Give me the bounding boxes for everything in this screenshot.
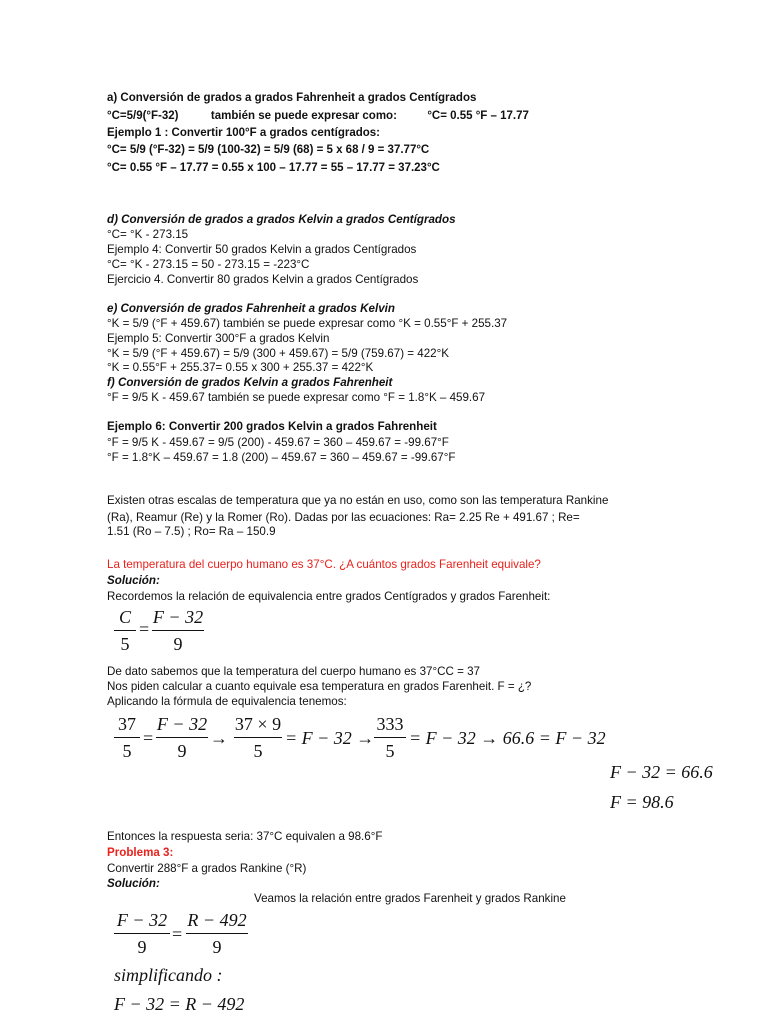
eq1-rhs-fraction [152, 607, 204, 654]
eq2-fraction-3-numerator: 37 × 9 [234, 714, 282, 734]
eq1-rhs-denominator: 9 [173, 634, 183, 654]
problem-3-relation: Veamos la relación entre grados Farenheit y grados Rankine [254, 892, 566, 905]
problem-body-temp-solution-label: Solución: [107, 574, 160, 587]
fraction-bar [234, 737, 282, 738]
problem-body-temp-ask-line: Nos piden calcular a cuanto equivale esa temperatura en grados Farenheit. F = ¿? [107, 680, 532, 693]
eq2-arrow-1: → [210, 728, 228, 748]
problem-3-simplify: simplificando : [114, 965, 223, 985]
problem-body-temp-recall: Recordemos la relación de equivalencia entre grados Centígrados y grados Farenheit: [107, 590, 551, 603]
eq1-rhs-numerator: F − 32 [152, 607, 204, 627]
section-e-line-4: °K = 0.55°F + 255.37= 0.55 x 300 + 255.37 = 422°K [107, 361, 374, 374]
fraction-bar [114, 630, 136, 631]
eq1-lhs-fraction [114, 607, 136, 654]
other-scales-line-1: Existen otras escalas de temperatura que ya no están en uso, como son las temperatura Rankine [107, 494, 609, 507]
section-d-title: d) Conversión de grados a grados Kelvin a grados Centígrados [107, 213, 456, 226]
section-f-line-3: °F = 1.8°K – 459.67 = 1.8 (200) – 459.67 = 360 – 459.67 = -99.67°F [107, 451, 456, 464]
section-f-title: f) Conversión de grados Kelvin a grados Fahrenheit [107, 376, 393, 389]
eq2-fraction-1 [114, 714, 140, 761]
eq3-result: F − 32 = 66.6 [610, 762, 713, 782]
problem-3-eq1-rhs-fraction [186, 910, 248, 957]
other-scales-line-3: 1.51 (Ro – 7.5) ; Ro= Ra – 150.9 [107, 525, 276, 538]
problem-3-eq1-rhs-numerator: R − 492 [187, 910, 247, 930]
eq2-equals: = [143, 728, 154, 748]
section-a-formula [107, 110, 529, 122]
fraction-bar [114, 933, 170, 934]
section-f-example-title: Ejemplo 6: Convertir 200 grados Kelvin a grados Fahrenheit [107, 420, 437, 433]
section-a-prefix: a) [107, 92, 118, 104]
problem-3-label: Problema 3: [107, 846, 174, 859]
section-d-line-4: Ejercicio 4. Convertir 80 grados Kelvin a grados Centígrados [107, 273, 419, 286]
section-d-line-1: °C= °K - 273.15 [107, 228, 189, 241]
section-a-title [107, 92, 476, 104]
section-a-example-title: Ejemplo 1 : Convertir 100°F a grados centígrados: [107, 127, 381, 139]
fraction-bar [374, 737, 406, 738]
problem-3-eq1-lhs-fraction [114, 910, 170, 957]
fraction-bar [152, 630, 204, 631]
eq1-lhs-denominator: 5 [120, 634, 130, 654]
section-a-formula-2: también se puede expresar como: [210, 110, 397, 122]
section-e-line-2: Ejemplo 5: Convertir 300°F a grados Kelvin [107, 332, 330, 345]
section-f-line-1: °F = 9/5 K - 459.67 también se puede expresar como °F = 1.8°K – 459.67 [107, 391, 486, 404]
problem-body-temp-data-line: De dato sabemos que la temperatura del cuerpo humano es 37°CC = 37 [107, 665, 480, 678]
section-e-line-1: °K = 5/9 (°F + 459.67) también se puede expresar como °K = 0.55°F + 255.37 [107, 317, 508, 330]
section-d-line-2: Ejemplo 4: Convertir 50 grados Kelvin a grados Centígrados [107, 243, 417, 256]
eq4-result: F = 98.6 [610, 792, 674, 812]
problem-3-eq1-lhs-denominator: 9 [137, 937, 147, 957]
problem-body-temp-apply-line: Aplicando la fórmula de equivalencia tenemos: [107, 695, 347, 708]
eq2-fraction-1-numerator: 37 [118, 714, 136, 734]
problem-3-statement: Convertir 288°F a grados Rankine (°R) [107, 862, 307, 875]
problem-3-eq1-equals: = [172, 924, 183, 944]
eq2-fraction-4-denominator: 5 [385, 741, 395, 761]
eq2-fraction-1-denominator: 5 [122, 741, 132, 761]
problem-3-eq1-lhs-numerator: F − 32 [116, 910, 168, 930]
section-f-line-2: °F = 9/5 K - 459.67 = 9/5 (200) - 459.67 = 360 – 459.67 = -99.67°F [107, 436, 449, 449]
other-scales-line-2: (Ra), Reamur (Re) y la Romer (Ro). Dadas por las ecuaciones: Ra= 2.25 Re + 491.67 ; Re= [107, 511, 580, 524]
problem-body-temp-answer: Entonces la respuesta seria: 37°C equivalen a 98.6°F [107, 830, 383, 843]
problem-body-temp-question: La temperatura del cuerpo humano es 37°C. ¿A cuántos grados Farenheit equivale? [107, 558, 541, 571]
section-e-title: e) Conversión de grados Fahrenheit a grados Kelvin [107, 302, 395, 315]
section-a-formula-1: °C=5/9(°F-32) [107, 110, 179, 122]
section-a-example-line-2: °C= 0.55 °F – 17.77 = 0.55 x 100 – 17.77 = 55 – 17.77 = 37.23°C [107, 162, 440, 174]
fraction-bar [186, 933, 248, 934]
section-a-example-line-1: °C= 5/9 (°F-32) = 5/9 (100-32) = 5/9 (68) = 5 x 68 / 9 = 37.77°C [107, 144, 430, 156]
problem-3-solution-label: Solución: [107, 877, 160, 890]
eq2-rest-1: = F − 32 → [285, 728, 375, 748]
eq2-fraction-2-numerator: F − 32 [156, 714, 208, 734]
eq2-fraction-4-numerator: 333 [376, 714, 404, 734]
eq1-lhs-numerator: C [118, 607, 131, 627]
section-e-line-3: °K = 5/9 (°F + 459.67) = 5/9 (300 + 459.67) = 5/9 (759.67) = 422°K [107, 347, 449, 360]
eq2-fraction-4 [374, 714, 406, 761]
section-d-line-3: °C= °K - 273.15 = 50 - 273.15 = -223°C [107, 258, 310, 271]
problem-3-eq1-rhs-denominator: 9 [212, 937, 222, 957]
eq2-fraction-3-denominator: 5 [253, 741, 263, 761]
eq1-equals: = [139, 619, 150, 639]
eq2-fraction-3 [234, 714, 282, 761]
eq2-fraction-2 [156, 714, 208, 761]
eq2-fraction-2-denominator: 9 [177, 741, 187, 761]
section-a-formula-3: °C= 0.55 °F – 17.77 [427, 110, 529, 122]
fraction-bar [114, 737, 140, 738]
problem-3-eq2: F − 32 = R − 492 [114, 994, 245, 1014]
eq2-rest-2: = F − 32 → 66.6 = F − 32 [409, 728, 606, 748]
section-a-title-text: Conversión de grados a grados Fahrenheit a grados Centígrados [117, 92, 477, 104]
fraction-bar [156, 737, 208, 738]
